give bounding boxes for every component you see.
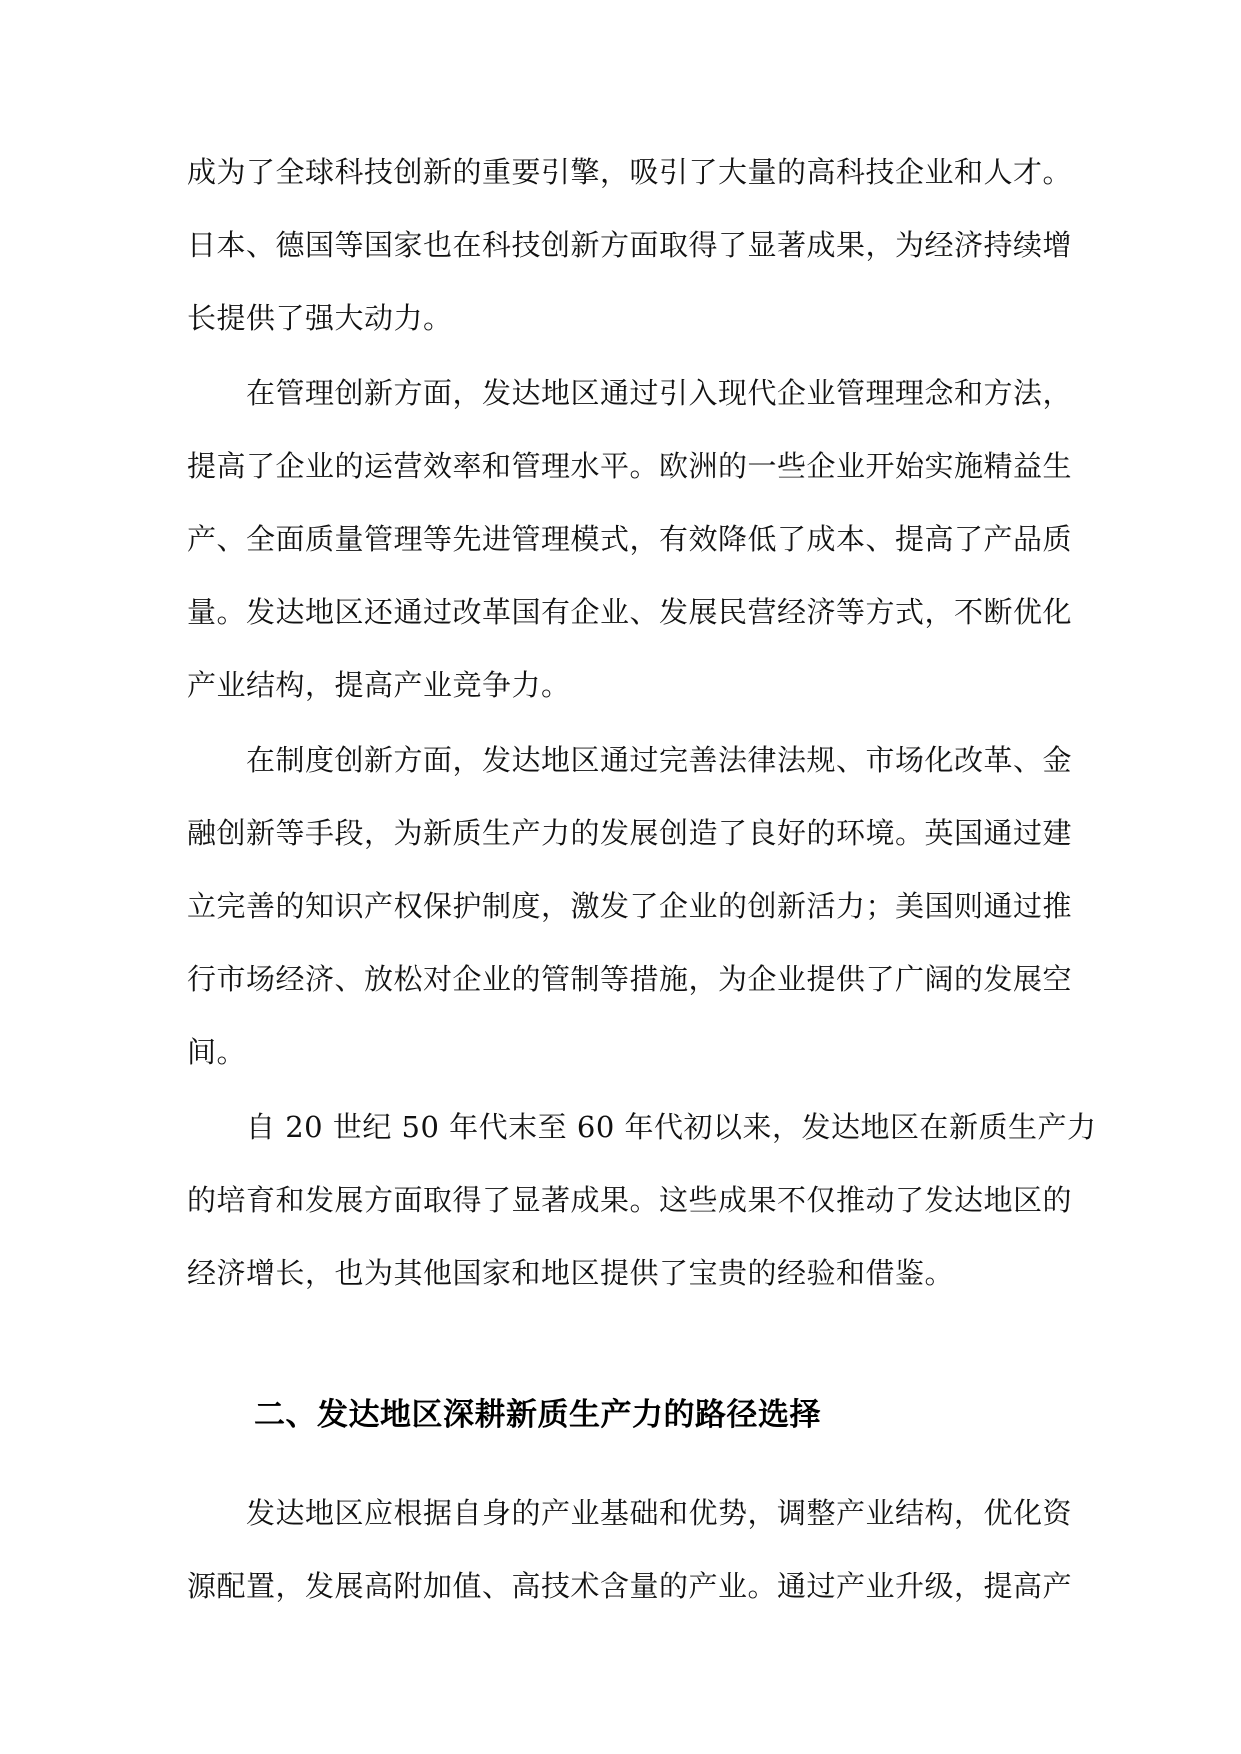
paragraph-line: 产、全面质量管理等先进管理模式，有效降低了成本、提高了产品质 <box>187 522 1073 556</box>
paragraph-line: 在管理创新方面，发达地区通过引入现代企业管理理念和方法， <box>246 376 1073 410</box>
paragraph-line: 经济增长，也为其他国家和地区提供了宝贵的经验和借鉴。 <box>187 1256 955 1290</box>
paragraph-line: 长提供了强大动力。 <box>187 301 453 335</box>
paragraph-line: 量。发达地区还通过改革国有企业、发展民营经济等方式，不断优化 <box>187 595 1073 629</box>
paragraph-line: 源配置，发展高附加值、高技术含量的产业。通过产业升级，提高产 <box>187 1569 1073 1603</box>
paragraph-line: 发达地区应根据自身的产业基础和优势，调整产业结构，优化资 <box>246 1496 1073 1530</box>
paragraph-line: 行市场经济、放松对企业的管制等措施，为企业提供了广阔的发展空 <box>187 962 1073 996</box>
paragraph-line: 日本、德国等国家也在科技创新方面取得了显著成果，为经济持续增 <box>187 228 1073 262</box>
paragraph-line: 成为了全球科技创新的重要引擎，吸引了大量的高科技企业和人才。 <box>187 155 1073 189</box>
paragraph-line: 自 20 世纪 50 年代末至 60 年代初以来，发达地区在新质生产力 <box>246 1110 1097 1144</box>
paragraph-line: 间。 <box>187 1035 247 1069</box>
paragraph-line: 在制度创新方面，发达地区通过完善法律法规、市场化改革、金 <box>246 743 1073 777</box>
section-heading: 二、发达地区深耕新质生产力的路径选择 <box>254 1397 821 1433</box>
paragraph-line: 产业结构，提高产业竞争力。 <box>187 668 571 702</box>
paragraph-line: 的培育和发展方面取得了显著成果。这些成果不仅推动了发达地区的 <box>187 1183 1073 1217</box>
paragraph-line: 立完善的知识产权保护制度，激发了企业的创新活力；美国则通过推 <box>187 889 1073 923</box>
paragraph-line: 提高了企业的运营效率和管理水平。欧洲的一些企业开始实施精益生 <box>187 449 1073 483</box>
paragraph-line: 融创新等手段，为新质生产力的发展创造了良好的环境。英国通过建 <box>187 816 1073 850</box>
